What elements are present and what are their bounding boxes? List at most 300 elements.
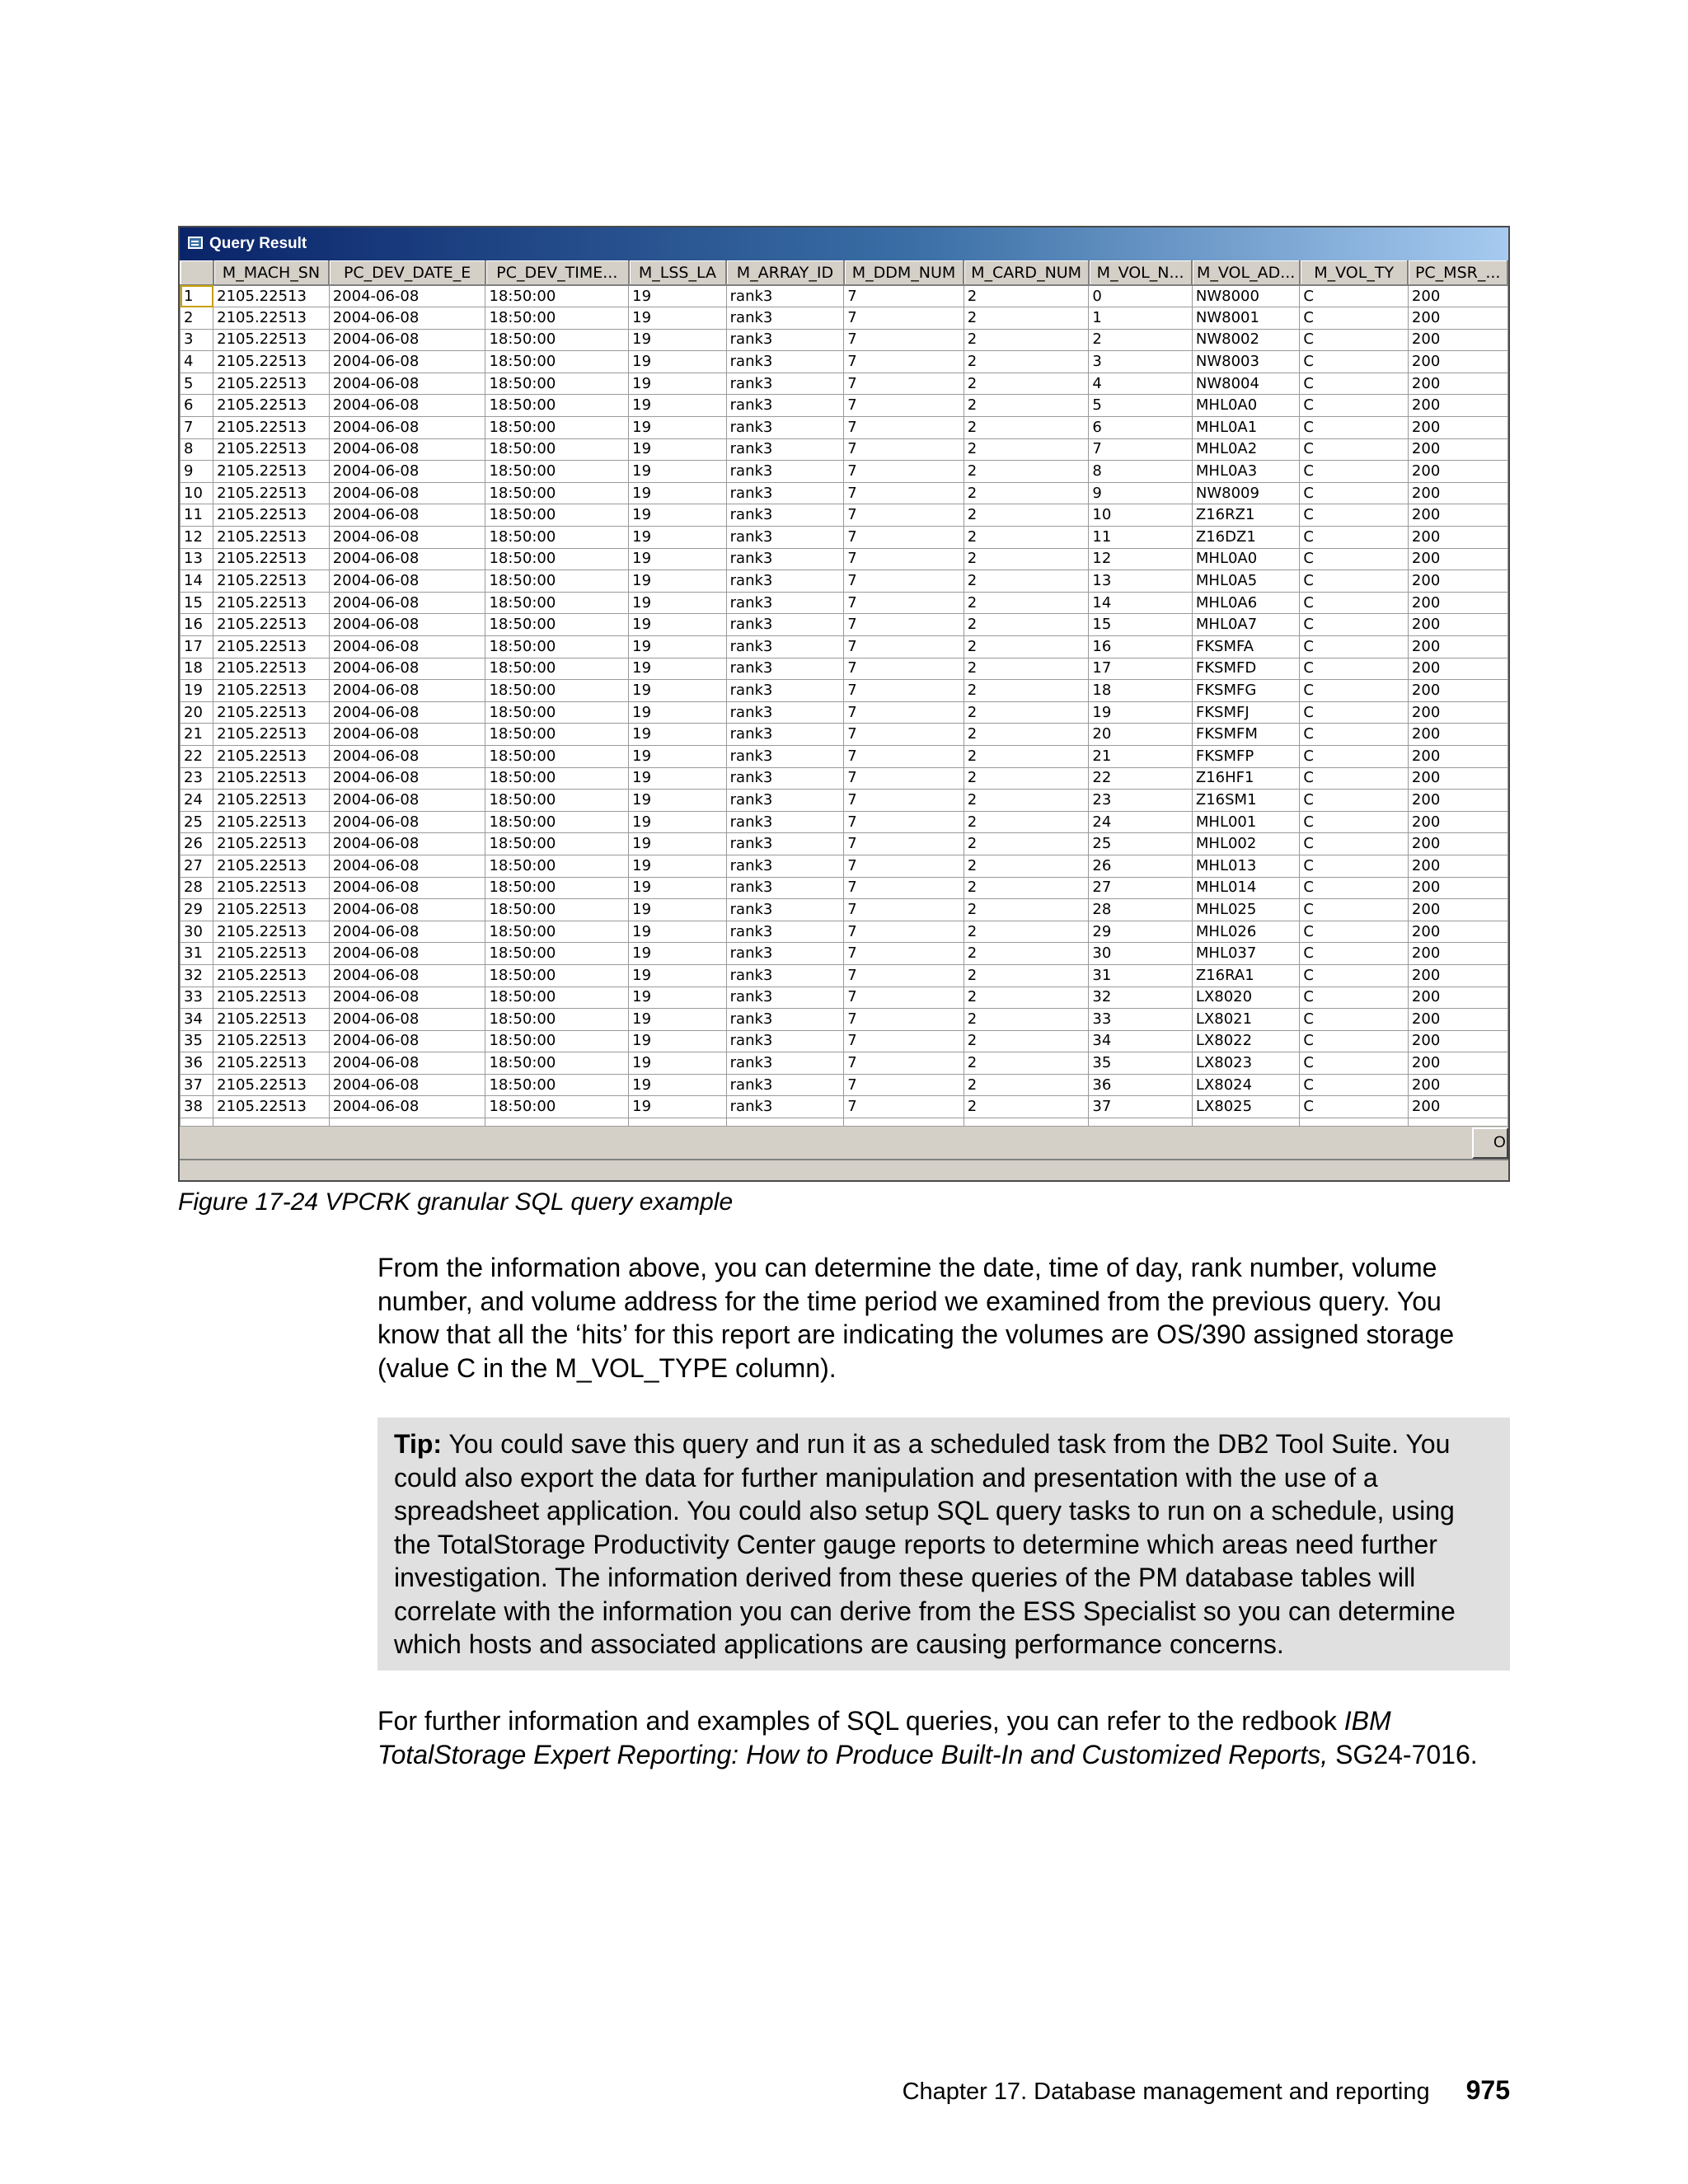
row-number-cell[interactable]: 32: [181, 964, 213, 987]
table-row[interactable]: [181, 395, 1508, 417]
table-row[interactable]: [181, 767, 1508, 790]
table-cell[interactable]: 19: [629, 592, 726, 614]
row-number-cell[interactable]: 23: [181, 767, 213, 790]
table-cell[interactable]: 19: [629, 1030, 726, 1052]
table-row[interactable]: [181, 745, 1508, 767]
table-cell[interactable]: 19: [629, 964, 726, 987]
table-cell[interactable]: rank3: [726, 527, 844, 549]
table-cell[interactable]: 19: [629, 527, 726, 549]
table-cell[interactable]: LX8024: [1192, 1074, 1300, 1096]
table-cell[interactable]: rank3: [726, 1030, 844, 1052]
table-cell[interactable]: 27: [1089, 877, 1193, 899]
table-cell[interactable]: 0: [1089, 285, 1193, 307]
table-cell[interactable]: C: [1300, 833, 1409, 855]
table-cell[interactable]: 2: [964, 943, 1089, 965]
table-cell[interactable]: FKSMFP: [1192, 745, 1300, 767]
table-cell[interactable]: 9: [1089, 482, 1193, 504]
table-cell[interactable]: 3: [1089, 351, 1193, 373]
table-cell[interactable]: 7: [844, 329, 964, 351]
table-cell[interactable]: 200: [1408, 351, 1507, 373]
row-number-cell[interactable]: 11: [181, 504, 213, 527]
table-cell[interactable]: 34: [1089, 1030, 1193, 1052]
table-cell[interactable]: 18:50:00: [485, 964, 629, 987]
table-cell[interactable]: 7: [844, 745, 964, 767]
table-cell[interactable]: 2: [964, 417, 1089, 439]
table-cell[interactable]: NW8002: [1192, 329, 1300, 351]
table-cell[interactable]: 2: [964, 811, 1089, 833]
table-cell[interactable]: 2: [964, 570, 1089, 593]
table-cell[interactable]: LX8020: [1192, 987, 1300, 1009]
table-cell[interactable]: 18:50:00: [485, 636, 629, 658]
table-cell[interactable]: 2004-06-08: [329, 987, 485, 1009]
table-cell[interactable]: C: [1300, 921, 1409, 943]
table-cell[interactable]: 2: [964, 1052, 1089, 1075]
table-cell[interactable]: 19: [1089, 701, 1193, 724]
table-row[interactable]: [181, 964, 1508, 987]
table-cell[interactable]: 2004-06-08: [329, 701, 485, 724]
table-cell[interactable]: 18:50:00: [485, 482, 629, 504]
table-cell[interactable]: 200: [1408, 943, 1507, 965]
table-cell[interactable]: C: [1300, 1074, 1409, 1096]
table-cell[interactable]: 200: [1408, 527, 1507, 549]
table-cell[interactable]: 2004-06-08: [329, 1030, 485, 1052]
table-cell[interactable]: 18:50:00: [485, 1052, 629, 1075]
table-cell[interactable]: 19: [629, 1074, 726, 1096]
table-cell[interactable]: 2004-06-08: [329, 680, 485, 702]
table-cell[interactable]: 2: [964, 373, 1089, 395]
table-cell[interactable]: NW8004: [1192, 373, 1300, 395]
table-cell[interactable]: 200: [1408, 285, 1507, 307]
row-number-cell[interactable]: 27: [181, 855, 213, 877]
table-cell[interactable]: 7: [844, 987, 964, 1009]
table-cell[interactable]: 2: [964, 701, 1089, 724]
table-row[interactable]: [181, 943, 1508, 965]
table-cell[interactable]: 31: [1089, 964, 1193, 987]
table-cell[interactable]: 200: [1408, 592, 1507, 614]
table-cell[interactable]: 7: [844, 1052, 964, 1075]
table-cell[interactable]: 7: [844, 1074, 964, 1096]
table-cell[interactable]: MHL002: [1192, 833, 1300, 855]
table-cell[interactable]: 22: [1089, 767, 1193, 790]
table-cell[interactable]: 18:50:00: [485, 767, 629, 790]
table-cell[interactable]: 2105.22513: [213, 1030, 330, 1052]
table-cell[interactable]: 2004-06-08: [329, 943, 485, 965]
table-cell[interactable]: 2: [964, 877, 1089, 899]
table-cell[interactable]: 7: [844, 570, 964, 593]
table-row[interactable]: [181, 701, 1508, 724]
table-row[interactable]: [181, 1030, 1508, 1052]
table-cell[interactable]: NW8009: [1192, 482, 1300, 504]
table-cell[interactable]: MHL0A7: [1192, 614, 1300, 636]
table-cell[interactable]: 1: [1089, 307, 1193, 330]
table-cell[interactable]: 2105.22513: [213, 570, 330, 593]
table-cell[interactable]: FKSMFM: [1192, 724, 1300, 746]
table-cell[interactable]: 7: [844, 307, 964, 330]
table-cell[interactable]: 2: [964, 833, 1089, 855]
table-cell[interactable]: 7: [844, 482, 964, 504]
table-cell[interactable]: 200: [1408, 570, 1507, 593]
table-cell[interactable]: MHL026: [1192, 921, 1300, 943]
table-cell[interactable]: 18:50:00: [485, 438, 629, 461]
table-cell[interactable]: 2: [964, 658, 1089, 680]
table-cell[interactable]: 18:50:00: [485, 680, 629, 702]
row-number-cell[interactable]: 18: [181, 658, 213, 680]
table-cell[interactable]: 18: [1089, 680, 1193, 702]
table-cell[interactable]: 2004-06-08: [329, 504, 485, 527]
table-cell[interactable]: 2105.22513: [213, 745, 330, 767]
table-cell[interactable]: 7: [844, 724, 964, 746]
table-cell[interactable]: 18:50:00: [485, 1074, 629, 1096]
table-cell[interactable]: 18:50:00: [485, 307, 629, 330]
table-cell[interactable]: 2004-06-08: [329, 351, 485, 373]
table-row[interactable]: [181, 438, 1508, 461]
table-cell[interactable]: rank3: [726, 1096, 844, 1118]
table-cell[interactable]: 2004-06-08: [329, 527, 485, 549]
table-cell[interactable]: rank3: [726, 767, 844, 790]
table-cell[interactable]: 200: [1408, 877, 1507, 899]
table-cell[interactable]: 200: [1408, 921, 1507, 943]
table-row[interactable]: [181, 790, 1508, 812]
table-cell[interactable]: LX8025: [1192, 1096, 1300, 1118]
table-cell[interactable]: NW8001: [1192, 307, 1300, 330]
table-cell[interactable]: 7: [844, 855, 964, 877]
table-cell[interactable]: 19: [629, 482, 726, 504]
table-cell[interactable]: 2105.22513: [213, 285, 330, 307]
table-cell[interactable]: 2004-06-08: [329, 373, 485, 395]
table-cell[interactable]: 36: [1089, 1074, 1193, 1096]
table-cell[interactable]: rank3: [726, 570, 844, 593]
table-cell[interactable]: 200: [1408, 767, 1507, 790]
table-cell[interactable]: 7: [844, 461, 964, 483]
table-cell[interactable]: 18:50:00: [485, 548, 629, 570]
table-cell[interactable]: C: [1300, 461, 1409, 483]
table-cell[interactable]: rank3: [726, 395, 844, 417]
table-cell[interactable]: 200: [1408, 548, 1507, 570]
table-cell[interactable]: 24: [1089, 811, 1193, 833]
table-cell[interactable]: rank3: [726, 701, 844, 724]
table-cell[interactable]: C: [1300, 504, 1409, 527]
table-cell[interactable]: 18:50:00: [485, 285, 629, 307]
table-cell[interactable]: 19: [629, 921, 726, 943]
table-cell[interactable]: 2105.22513: [213, 921, 330, 943]
row-number-cell[interactable]: 8: [181, 438, 213, 461]
table-cell[interactable]: 19: [629, 680, 726, 702]
ok-button[interactable]: O: [1472, 1127, 1508, 1159]
table-cell[interactable]: 2004-06-08: [329, 724, 485, 746]
table-cell[interactable]: 7: [844, 548, 964, 570]
table-cell[interactable]: 2: [964, 680, 1089, 702]
table-cell[interactable]: 7: [844, 701, 964, 724]
table-cell[interactable]: 200: [1408, 614, 1507, 636]
table-cell[interactable]: MHL0A5: [1192, 570, 1300, 593]
table-cell[interactable]: 2: [964, 790, 1089, 812]
table-cell[interactable]: rank3: [726, 680, 844, 702]
table-row[interactable]: [181, 351, 1508, 373]
table-cell[interactable]: C: [1300, 724, 1409, 746]
table-cell[interactable]: C: [1300, 1096, 1409, 1118]
table-cell[interactable]: 7: [844, 790, 964, 812]
row-number-cell[interactable]: 31: [181, 943, 213, 965]
table-cell[interactable]: 2: [964, 1096, 1089, 1118]
table-cell[interactable]: Z16HF1: [1192, 767, 1300, 790]
row-number-cell[interactable]: 7: [181, 417, 213, 439]
table-cell[interactable]: 2105.22513: [213, 592, 330, 614]
table-cell[interactable]: 2004-06-08: [329, 745, 485, 767]
row-number-cell[interactable]: 35: [181, 1030, 213, 1052]
table-cell[interactable]: MHL0A1: [1192, 417, 1300, 439]
table-row[interactable]: [181, 417, 1508, 439]
row-number-cell[interactable]: 36: [181, 1052, 213, 1075]
table-row[interactable]: [181, 1052, 1508, 1075]
table-row[interactable]: [181, 921, 1508, 943]
table-cell[interactable]: 7: [844, 614, 964, 636]
table-cell[interactable]: 2: [964, 614, 1089, 636]
table-cell[interactable]: 2: [964, 724, 1089, 746]
table-cell[interactable]: 19: [629, 395, 726, 417]
table-cell[interactable]: 2004-06-08: [329, 1074, 485, 1096]
table-cell[interactable]: 2105.22513: [213, 417, 330, 439]
table-cell[interactable]: C: [1300, 658, 1409, 680]
table-cell[interactable]: rank3: [726, 877, 844, 899]
table-cell[interactable]: rank3: [726, 636, 844, 658]
table-cell[interactable]: 200: [1408, 899, 1507, 921]
table-cell[interactable]: MHL0A0: [1192, 548, 1300, 570]
table-cell[interactable]: 13: [1089, 570, 1193, 593]
table-cell[interactable]: 7: [844, 811, 964, 833]
table-cell[interactable]: 19: [629, 636, 726, 658]
table-cell[interactable]: rank3: [726, 329, 844, 351]
row-number-cell[interactable]: 12: [181, 527, 213, 549]
table-row[interactable]: [181, 592, 1508, 614]
table-cell[interactable]: 18:50:00: [485, 417, 629, 439]
table-cell[interactable]: 2105.22513: [213, 658, 330, 680]
table-cell[interactable]: 200: [1408, 1074, 1507, 1096]
table-cell[interactable]: C: [1300, 548, 1409, 570]
table-cell[interactable]: 6: [1089, 417, 1193, 439]
table-cell[interactable]: 19: [629, 877, 726, 899]
table-cell[interactable]: 200: [1408, 987, 1507, 1009]
table-cell[interactable]: 2105.22513: [213, 987, 330, 1009]
row-number-cell[interactable]: 19: [181, 680, 213, 702]
table-cell[interactable]: 200: [1408, 680, 1507, 702]
row-number-cell[interactable]: 34: [181, 1009, 213, 1031]
table-cell[interactable]: 2: [964, 964, 1089, 987]
table-cell[interactable]: 2105.22513: [213, 680, 330, 702]
table-cell[interactable]: 29: [1089, 921, 1193, 943]
table-row[interactable]: [181, 461, 1508, 483]
table-cell[interactable]: FKSMFA: [1192, 636, 1300, 658]
table-cell[interactable]: C: [1300, 987, 1409, 1009]
table-cell[interactable]: 7: [844, 351, 964, 373]
table-cell[interactable]: 19: [629, 899, 726, 921]
column-header[interactable]: M_VOL_TY: [1300, 260, 1409, 285]
table-cell[interactable]: C: [1300, 373, 1409, 395]
table-cell[interactable]: 19: [629, 329, 726, 351]
table-cell[interactable]: 2004-06-08: [329, 307, 485, 330]
table-cell[interactable]: 19: [629, 1052, 726, 1075]
row-number-cell[interactable]: 1: [181, 285, 213, 307]
table-cell[interactable]: C: [1300, 943, 1409, 965]
table-cell[interactable]: 2004-06-08: [329, 461, 485, 483]
table-cell[interactable]: rank3: [726, 351, 844, 373]
table-cell[interactable]: 2: [964, 351, 1089, 373]
table-cell[interactable]: LX8022: [1192, 1030, 1300, 1052]
table-cell[interactable]: 200: [1408, 724, 1507, 746]
table-cell[interactable]: C: [1300, 527, 1409, 549]
table-cell[interactable]: 200: [1408, 329, 1507, 351]
table-cell[interactable]: 19: [629, 373, 726, 395]
table-cell[interactable]: 7: [844, 636, 964, 658]
table-cell[interactable]: 2: [964, 899, 1089, 921]
table-cell[interactable]: 2: [964, 592, 1089, 614]
table-cell[interactable]: 2004-06-08: [329, 592, 485, 614]
table-cell[interactable]: 2105.22513: [213, 351, 330, 373]
table-cell[interactable]: 19: [629, 307, 726, 330]
table-cell[interactable]: Z16DZ1: [1192, 527, 1300, 549]
table-cell[interactable]: 7: [844, 592, 964, 614]
table-cell[interactable]: 2004-06-08: [329, 395, 485, 417]
table-cell[interactable]: 200: [1408, 504, 1507, 527]
table-cell[interactable]: C: [1300, 395, 1409, 417]
table-cell[interactable]: 25: [1089, 833, 1193, 855]
table-cell[interactable]: 32: [1089, 987, 1193, 1009]
table-cell[interactable]: 2: [964, 307, 1089, 330]
row-number-cell[interactable]: 26: [181, 833, 213, 855]
table-cell[interactable]: 2: [964, 527, 1089, 549]
table-cell[interactable]: C: [1300, 899, 1409, 921]
table-cell[interactable]: C: [1300, 855, 1409, 877]
table-cell[interactable]: 19: [629, 417, 726, 439]
table-cell[interactable]: C: [1300, 790, 1409, 812]
table-cell[interactable]: 2004-06-08: [329, 790, 485, 812]
table-cell[interactable]: 33: [1089, 1009, 1193, 1031]
table-cell[interactable]: MHL013: [1192, 855, 1300, 877]
results-grid-viewport[interactable]: [180, 260, 1508, 1160]
table-cell[interactable]: 200: [1408, 745, 1507, 767]
table-cell[interactable]: 2105.22513: [213, 833, 330, 855]
row-number-cell[interactable]: 2: [181, 307, 213, 330]
table-cell[interactable]: 2004-06-08: [329, 548, 485, 570]
table-cell[interactable]: C: [1300, 680, 1409, 702]
table-cell[interactable]: 200: [1408, 1052, 1507, 1075]
table-cell[interactable]: 19: [629, 438, 726, 461]
table-cell[interactable]: C: [1300, 877, 1409, 899]
table-row[interactable]: [181, 855, 1508, 877]
table-cell[interactable]: 26: [1089, 855, 1193, 877]
table-cell[interactable]: 2105.22513: [213, 877, 330, 899]
table-cell[interactable]: 200: [1408, 701, 1507, 724]
table-cell[interactable]: 19: [629, 987, 726, 1009]
table-cell[interactable]: C: [1300, 351, 1409, 373]
table-cell[interactable]: LX8023: [1192, 1052, 1300, 1075]
table-cell[interactable]: 18:50:00: [485, 855, 629, 877]
table-cell[interactable]: 2: [964, 548, 1089, 570]
table-row[interactable]: [181, 1074, 1508, 1096]
table-cell[interactable]: 7: [844, 877, 964, 899]
row-number-cell[interactable]: 21: [181, 724, 213, 746]
table-cell[interactable]: 2105.22513: [213, 395, 330, 417]
table-cell[interactable]: 200: [1408, 790, 1507, 812]
row-number-cell[interactable]: 37: [181, 1074, 213, 1096]
table-cell[interactable]: 37: [1089, 1096, 1193, 1118]
row-number-cell[interactable]: 24: [181, 790, 213, 812]
table-cell[interactable]: 200: [1408, 417, 1507, 439]
table-cell[interactable]: rank3: [726, 373, 844, 395]
table-cell[interactable]: 5: [1089, 395, 1193, 417]
table-cell[interactable]: 200: [1408, 1096, 1507, 1118]
table-cell[interactable]: C: [1300, 482, 1409, 504]
table-cell[interactable]: 10: [1089, 504, 1193, 527]
table-cell[interactable]: 2105.22513: [213, 790, 330, 812]
table-cell[interactable]: 19: [629, 504, 726, 527]
table-row[interactable]: [181, 504, 1508, 527]
table-cell[interactable]: 2105.22513: [213, 855, 330, 877]
table-row[interactable]: [181, 1096, 1508, 1118]
table-cell[interactable]: 2: [964, 987, 1089, 1009]
table-cell[interactable]: FKSMFD: [1192, 658, 1300, 680]
row-number-cell[interactable]: 9: [181, 461, 213, 483]
column-header[interactable]: M_VOL_N...: [1089, 260, 1193, 285]
table-cell[interactable]: 19: [629, 351, 726, 373]
table-cell[interactable]: 2105.22513: [213, 811, 330, 833]
table-row[interactable]: [181, 811, 1508, 833]
table-cell[interactable]: rank3: [726, 964, 844, 987]
table-cell[interactable]: 18:50:00: [485, 570, 629, 593]
table-cell[interactable]: 7: [844, 417, 964, 439]
table-cell[interactable]: 2: [964, 636, 1089, 658]
table-cell[interactable]: 2: [964, 329, 1089, 351]
row-number-cell[interactable]: 25: [181, 811, 213, 833]
table-cell[interactable]: 2105.22513: [213, 548, 330, 570]
table-cell[interactable]: 2105.22513: [213, 504, 330, 527]
table-row[interactable]: [181, 877, 1508, 899]
table-cell[interactable]: rank3: [726, 1074, 844, 1096]
table-cell[interactable]: 2105.22513: [213, 1009, 330, 1031]
row-number-cell[interactable]: 28: [181, 877, 213, 899]
table-cell[interactable]: 2105.22513: [213, 1096, 330, 1118]
table-cell[interactable]: 19: [629, 701, 726, 724]
table-row[interactable]: [181, 373, 1508, 395]
table-cell[interactable]: 2105.22513: [213, 461, 330, 483]
table-cell[interactable]: 200: [1408, 307, 1507, 330]
table-row[interactable]: [181, 614, 1508, 636]
table-cell[interactable]: rank3: [726, 417, 844, 439]
table-cell[interactable]: rank3: [726, 724, 844, 746]
table-cell[interactable]: FKSMFJ: [1192, 701, 1300, 724]
table-cell[interactable]: 200: [1408, 1009, 1507, 1031]
table-cell[interactable]: 18:50:00: [485, 701, 629, 724]
table-cell[interactable]: 7: [844, 395, 964, 417]
table-cell[interactable]: 7: [844, 1096, 964, 1118]
table-cell[interactable]: 2: [964, 767, 1089, 790]
row-number-cell[interactable]: 29: [181, 899, 213, 921]
table-cell[interactable]: C: [1300, 767, 1409, 790]
table-cell[interactable]: 2: [964, 855, 1089, 877]
table-cell[interactable]: 19: [629, 1096, 726, 1118]
table-cell[interactable]: rank3: [726, 855, 844, 877]
table-cell[interactable]: 18:50:00: [485, 504, 629, 527]
table-cell[interactable]: rank3: [726, 658, 844, 680]
table-row[interactable]: [181, 527, 1508, 549]
table-cell[interactable]: C: [1300, 811, 1409, 833]
table-cell[interactable]: 2: [964, 1009, 1089, 1031]
table-cell[interactable]: C: [1300, 438, 1409, 461]
window-title-bar[interactable]: [180, 227, 1508, 260]
table-row[interactable]: [181, 899, 1508, 921]
table-cell[interactable]: 2: [964, 1030, 1089, 1052]
table-cell[interactable]: 7: [1089, 438, 1193, 461]
column-header[interactable]: M_ARRAY_ID: [726, 260, 844, 285]
